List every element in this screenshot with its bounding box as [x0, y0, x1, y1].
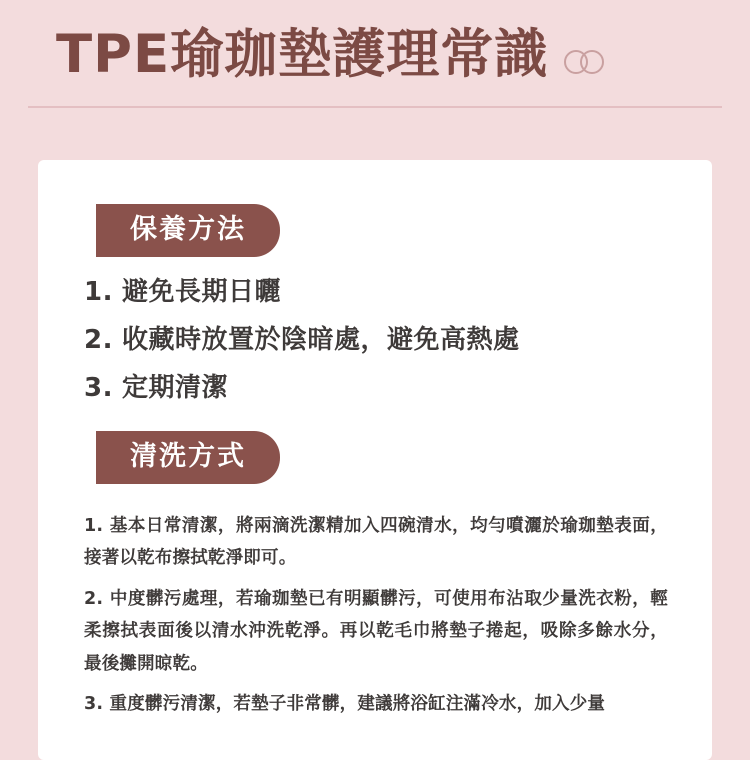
content-card: [38, 160, 712, 760]
list-item-label: 定期清潔: [122, 373, 229, 403]
section-washing-tag: 清洗方式: [96, 431, 280, 484]
paragraph: 1. 基本日常清潔，將兩滴洗潔精加入四碗清水，均勻噴灑於瑜珈墊表面，接著以乾布擦拭乾淨即可。: [84, 516, 668, 569]
ring-right-icon: [580, 50, 604, 74]
list-item-label: 避免長期日曬: [122, 277, 282, 307]
maintenance-list: [72, 279, 678, 401]
section-maintenance-tag-wrap: [88, 204, 678, 257]
list-item-label: 收藏時放置於陰暗處，避免高熱處: [122, 325, 520, 355]
header-divider: [28, 106, 722, 108]
page-title: TPE瑜珈墊護理常識: [56, 23, 549, 85]
list-item: [72, 375, 678, 401]
section-washing-tag-wrap: [88, 431, 678, 484]
two-rings-icon: [564, 50, 610, 76]
list-item-number: 1.: [84, 277, 113, 307]
list-item: [72, 279, 678, 305]
paragraph: 2. 中度髒污處理，若瑜珈墊已有明顯髒污，可使用布沾取少量洗衣粉，輕柔擦拭表面後以清水沖洗乾淨。再以乾毛巾將墊子捲起，吸除多餘水分，最後攤開晾乾。: [84, 588, 668, 674]
paragraph: 3. 重度髒污清潔，若墊子非常髒，建議將浴缸注滿冷水，加入少量: [84, 693, 606, 714]
section-maintenance: [72, 204, 678, 401]
list-item-number: 2.: [84, 325, 113, 355]
list-item: [72, 327, 678, 353]
washing-paragraphs: [72, 510, 678, 720]
section-washing: [72, 431, 678, 720]
list-item-number: 3.: [84, 373, 113, 403]
section-maintenance-tag: 保養方法: [96, 204, 280, 257]
page-header: [0, 0, 750, 108]
